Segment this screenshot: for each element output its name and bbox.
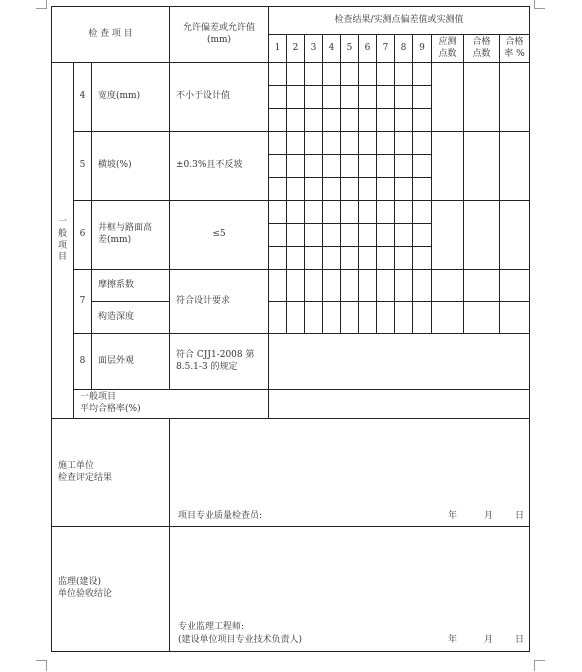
header-rate-a: 合格 (505, 36, 524, 47)
data-cell[interactable] (341, 109, 359, 132)
pass-rate-cell[interactable] (500, 63, 530, 132)
data-cell[interactable] (413, 270, 432, 302)
data-cell[interactable] (395, 132, 413, 155)
row-item-name: 横坡(%) (92, 132, 170, 201)
data-cell[interactable] (323, 178, 341, 201)
construction-label-b: 检查评定结果 (58, 472, 113, 483)
crop-mark-top-right (534, 0, 545, 9)
data-cell[interactable] (323, 109, 341, 132)
points-cell[interactable] (432, 270, 464, 302)
avg-rate-value[interactable] (269, 390, 530, 419)
data-cell[interactable] (359, 224, 377, 247)
data-cell[interactable] (287, 201, 305, 224)
data-cell[interactable] (287, 132, 305, 155)
row-allowed-a: 符合 CJJ1-2008 第 (176, 349, 255, 360)
pass-points-cell[interactable] (464, 132, 500, 201)
data-cell[interactable] (305, 109, 323, 132)
pass-rate-cell[interactable] (500, 302, 530, 334)
group-label-char: 项 (57, 240, 67, 251)
data-cell[interactable] (305, 63, 323, 86)
data-cell[interactable] (341, 86, 359, 109)
data-cell[interactable] (323, 270, 341, 302)
header-allowed (170, 7, 269, 63)
pass-points-cell[interactable] (464, 63, 500, 132)
data-cell[interactable] (323, 224, 341, 247)
data-cell[interactable] (269, 86, 287, 109)
crop-mark-top-left (36, 0, 47, 9)
row-item-name-a: 井框与路面高 (98, 223, 153, 234)
data-cell[interactable] (395, 270, 413, 302)
data-cell[interactable] (305, 178, 323, 201)
data-cell[interactable] (305, 302, 323, 334)
row-allowed: 符合设计要求 (170, 270, 269, 334)
data-cell[interactable] (359, 178, 377, 201)
col-number: 4 (323, 35, 341, 63)
inspection-table (51, 6, 530, 652)
data-cell[interactable] (287, 302, 305, 334)
data-cell[interactable] (359, 132, 377, 155)
supervision-label-a: 监理(建设) (58, 577, 102, 588)
data-cell[interactable] (269, 178, 287, 201)
data-cell[interactable] (395, 86, 413, 109)
construction-label-a: 施工单位 (58, 460, 95, 471)
avg-rate-line1: 一般项目 (80, 392, 117, 403)
col-number: 7 (377, 35, 395, 63)
crop-mark-bottom-right (534, 660, 545, 671)
row-number: 8 (74, 334, 92, 390)
header-item: 检 查 项 目 (52, 7, 170, 63)
col-number: 2 (287, 35, 305, 63)
data-cell[interactable] (395, 247, 413, 270)
row-item-name (92, 201, 170, 270)
header-pass-rate (500, 35, 530, 63)
col-number: 3 (305, 35, 323, 63)
col-number: 8 (395, 35, 413, 63)
data-cell[interactable] (413, 132, 432, 155)
data-cell[interactable] (323, 155, 341, 178)
avg-rate-label (74, 390, 269, 419)
data-cell[interactable] (269, 109, 287, 132)
data-cell[interactable] (413, 86, 432, 109)
data-cell[interactable] (323, 86, 341, 109)
data-cell[interactable] (287, 178, 305, 201)
data-cell[interactable] (305, 247, 323, 270)
row-number: 7 (74, 270, 92, 334)
data-cell[interactable] (377, 270, 395, 302)
points-cell[interactable] (432, 63, 464, 132)
supervision-year: 年 (448, 635, 458, 645)
data-cell[interactable] (395, 109, 413, 132)
construction-month: 月 (484, 511, 494, 521)
data-cell[interactable] (413, 247, 432, 270)
data-cell[interactable] (413, 302, 432, 334)
data-cell[interactable] (377, 109, 395, 132)
data-cell[interactable] (377, 132, 395, 155)
data-cell[interactable] (341, 247, 359, 270)
header-allowed-unit: (mm) (206, 34, 232, 45)
data-cell[interactable] (377, 86, 395, 109)
pass-rate-cell[interactable] (500, 132, 530, 201)
data-cell[interactable] (287, 247, 305, 270)
data-cell[interactable] (269, 155, 287, 178)
header-pass-points (464, 35, 500, 63)
data-cell[interactable] (413, 109, 432, 132)
header-pass-points-a: 合格 (472, 36, 491, 47)
data-cell[interactable] (377, 201, 395, 224)
row-item-name-b: 差(mm) (98, 235, 132, 245)
data-cell[interactable] (377, 302, 395, 334)
data-cell[interactable] (269, 270, 287, 302)
row-number: 4 (74, 63, 92, 132)
data-cell[interactable] (341, 224, 359, 247)
data-cell[interactable] (305, 132, 323, 155)
row-allowed (170, 334, 269, 390)
appearance-result-cell[interactable] (269, 334, 530, 390)
data-cell[interactable] (377, 63, 395, 86)
data-cell[interactable] (359, 109, 377, 132)
data-cell[interactable] (269, 132, 287, 155)
data-cell[interactable] (269, 201, 287, 224)
data-cell[interactable] (395, 302, 413, 334)
crop-mark-bottom-left (36, 660, 47, 671)
points-cell[interactable] (432, 201, 464, 270)
data-cell[interactable] (287, 63, 305, 86)
group-label-char: 般 (57, 228, 67, 239)
col-number: 9 (413, 35, 432, 63)
header-points (432, 35, 464, 63)
data-cell[interactable] (395, 63, 413, 86)
data-cell[interactable] (269, 224, 287, 247)
col-number: 5 (341, 35, 359, 63)
data-cell[interactable] (341, 270, 359, 302)
supervision-signer: 专业监理工程师: (178, 622, 245, 632)
data-cell[interactable] (359, 86, 377, 109)
supervision-month: 月 (484, 635, 494, 645)
header-pass-points-b: 点数 (472, 48, 491, 59)
construction-day: 日 (515, 511, 525, 521)
data-cell[interactable] (287, 109, 305, 132)
row-allowed: ≤5 (170, 201, 269, 270)
data-cell[interactable] (395, 201, 413, 224)
data-cell[interactable] (377, 178, 395, 201)
supervision-label (52, 527, 170, 652)
data-cell[interactable] (377, 224, 395, 247)
data-cell[interactable] (287, 224, 305, 247)
data-cell[interactable] (323, 247, 341, 270)
construction-result[interactable] (170, 419, 530, 527)
data-cell[interactable] (359, 201, 377, 224)
data-cell[interactable] (287, 155, 305, 178)
data-cell[interactable] (269, 247, 287, 270)
row-allowed: 不小于设计值 (170, 63, 269, 132)
data-cell[interactable] (413, 178, 432, 201)
data-cell[interactable] (341, 201, 359, 224)
row-item-name: 宽度(mm) (92, 63, 170, 132)
header-results: 检查结果/实测点偏差值或实测值 (269, 7, 530, 35)
data-cell[interactable] (287, 86, 305, 109)
data-cell[interactable] (413, 201, 432, 224)
data-cell[interactable] (341, 63, 359, 86)
group-label-char: 一 (57, 217, 67, 228)
row-item-name: 构造深度 (92, 302, 170, 334)
pass-points-cell[interactable] (464, 302, 500, 334)
data-cell[interactable] (323, 302, 341, 334)
construction-year: 年 (448, 511, 458, 521)
data-cell[interactable] (323, 132, 341, 155)
data-cell[interactable] (305, 86, 323, 109)
data-cell[interactable] (341, 132, 359, 155)
group-label (52, 63, 74, 419)
data-cell[interactable] (323, 63, 341, 86)
header-rate-b: 率 % (504, 48, 525, 59)
data-cell[interactable] (395, 224, 413, 247)
data-cell[interactable] (305, 224, 323, 247)
data-cell[interactable] (359, 270, 377, 302)
data-cell[interactable] (359, 63, 377, 86)
pass-points-cell[interactable] (464, 270, 500, 302)
supervision-signer-sub: (建设单位项目专业技术负责人) (178, 635, 303, 645)
supervision-label-b: 单位验收结论 (58, 589, 113, 599)
supervision-day: 日 (515, 635, 525, 645)
col-number: 1 (269, 35, 287, 63)
data-cell[interactable] (341, 178, 359, 201)
data-cell[interactable] (413, 63, 432, 86)
group-label-char: 目 (57, 252, 67, 263)
construction-label (52, 419, 170, 527)
col-number: 6 (359, 35, 377, 63)
pass-points-cell[interactable] (464, 201, 500, 270)
row-number: 6 (74, 201, 92, 270)
pass-rate-cell[interactable] (500, 201, 530, 270)
row-allowed-b: 8.5.1-3 的规定 (176, 361, 238, 372)
data-cell[interactable] (305, 270, 323, 302)
data-cell[interactable] (395, 155, 413, 178)
row-number: 5 (74, 132, 92, 201)
data-cell[interactable] (395, 178, 413, 201)
row-allowed: ±0.3%且不反坡 (170, 132, 269, 201)
data-cell[interactable] (413, 224, 432, 247)
supervision-result[interactable] (170, 527, 530, 652)
data-cell[interactable] (305, 155, 323, 178)
points-cell[interactable] (432, 302, 464, 334)
data-cell[interactable] (287, 270, 305, 302)
data-cell[interactable] (269, 63, 287, 86)
data-cell[interactable] (341, 155, 359, 178)
data-cell[interactable] (413, 155, 432, 178)
data-cell[interactable] (305, 201, 323, 224)
data-cell[interactable] (269, 302, 287, 334)
header-points-b: 点数 (438, 48, 457, 59)
data-cell[interactable] (323, 201, 341, 224)
points-cell[interactable] (432, 132, 464, 201)
header-points-a: 应测 (438, 36, 457, 47)
data-cell[interactable] (359, 302, 377, 334)
data-cell[interactable] (359, 247, 377, 270)
data-cell[interactable] (359, 155, 377, 178)
data-cell[interactable] (377, 247, 395, 270)
header-allowed-text: 允许偏差或允许值 (182, 22, 255, 33)
data-cell[interactable] (377, 155, 395, 178)
pass-rate-cell[interactable] (500, 270, 530, 302)
row-item-name: 摩擦系数 (92, 270, 170, 302)
construction-signer: 项目专业质量检查员: (178, 511, 263, 521)
data-cell[interactable] (341, 302, 359, 334)
row-item-name: 面层外观 (92, 334, 170, 390)
avg-rate-line2: 平均合格率(%) (80, 404, 141, 414)
